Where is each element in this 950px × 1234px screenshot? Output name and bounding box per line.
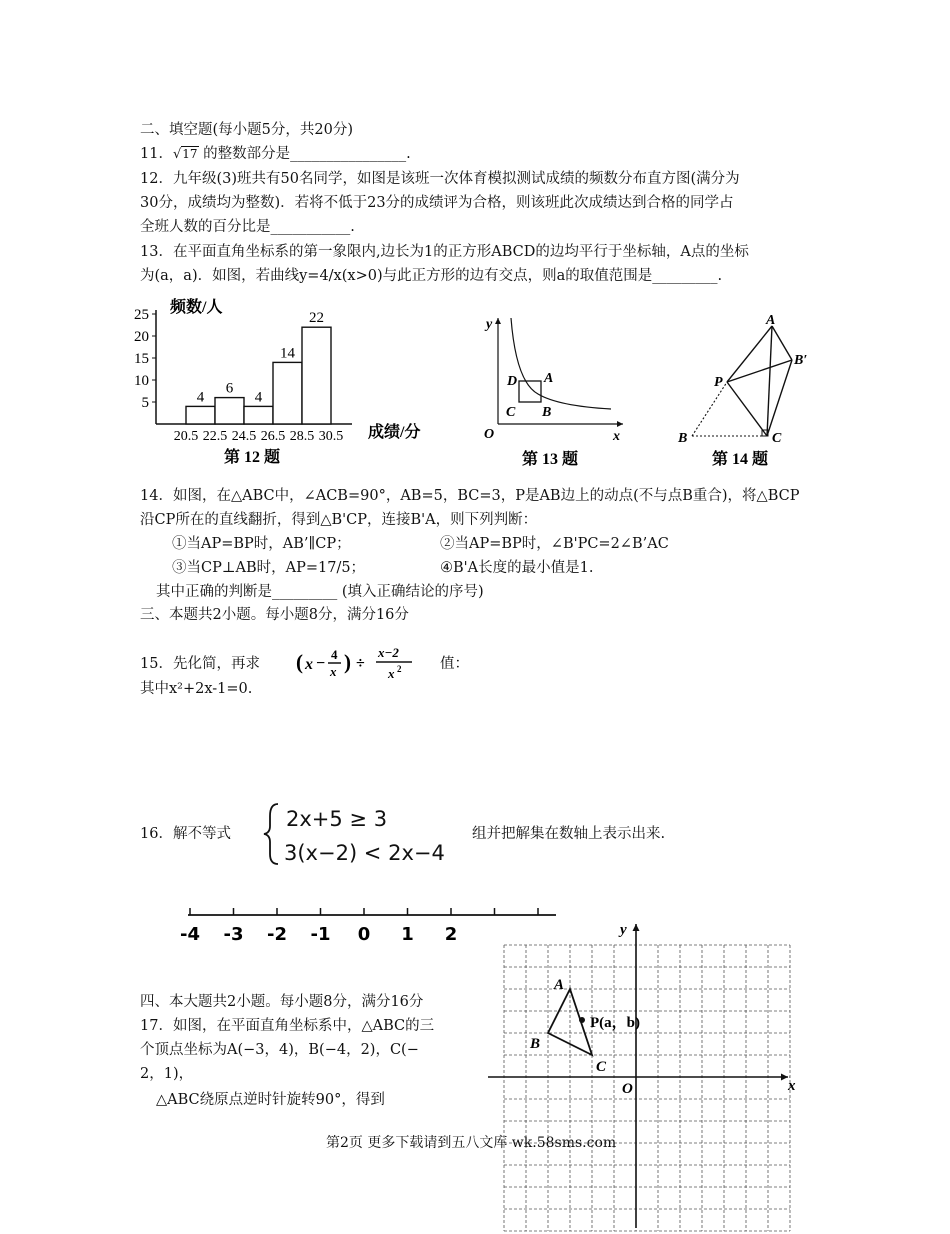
number-line-label: -1 xyxy=(310,924,331,945)
fig13-label-d: D xyxy=(507,374,518,389)
fig14-pb-prime xyxy=(727,360,792,382)
question-11 xyxy=(140,144,411,165)
section4-heading: 四、本大题共2小题。每小题8分，满分16分 xyxy=(140,994,424,1010)
fig14-ac xyxy=(767,326,772,436)
q12-line3: 全班人数的百分比是___________. xyxy=(140,219,355,235)
number-line-label: 2 xyxy=(444,924,458,945)
q16-inequality-1: 2x+5 ≥ 3 xyxy=(286,807,388,831)
fig13-label-a: A xyxy=(544,371,554,386)
hist-bar xyxy=(186,406,215,424)
fig14-pc xyxy=(727,382,767,436)
fig13-label-c: C xyxy=(506,405,516,420)
hist-ytick-label: 25 xyxy=(134,307,149,323)
hist-ytick-label: 20 xyxy=(134,329,149,345)
q11-radicand: 17 xyxy=(182,147,198,161)
number-line-label: 0 xyxy=(357,924,371,945)
q15-divide: ÷ xyxy=(356,655,365,672)
fig14-ap xyxy=(727,326,772,382)
q16-brace xyxy=(262,800,282,870)
q15-den1: x xyxy=(330,664,337,679)
hist-xtick-label: 20.5 xyxy=(173,429,199,444)
q15-right-paren: ) xyxy=(344,650,351,674)
q11-blank: ________________. xyxy=(290,146,411,162)
q11-text: 的整数部分是 xyxy=(203,146,291,162)
q17-line2: 个顶点坐标为A(−3，4)，B(−4，2)，C(− xyxy=(140,1042,419,1058)
q13-line1: 13．在平面直角坐标系的第一象限内,边长为1的正方形ABCD的边均平行于坐标轴，A点的坐标 xyxy=(140,244,749,260)
q14-option-1: ①当AP=BP时，AB’∥CP； xyxy=(172,536,351,552)
q15-den2-exponent: 2 xyxy=(397,664,402,674)
q15-suffix: 值： xyxy=(440,656,469,672)
hist-bar-label: 4 xyxy=(196,389,205,406)
fig13-y-label: y xyxy=(486,317,493,332)
q15-expression xyxy=(296,642,436,686)
hist-ytick-label: 15 xyxy=(134,351,149,367)
hist-bar xyxy=(302,327,331,424)
fig13-origin: O xyxy=(484,427,495,442)
q14-line2: 沿CP所在的直线翻折，得到△B'CP，连接B'A，则下列判断： xyxy=(140,512,538,528)
q14-option-2: ②当AP=BP时，∠B'PC=2∠B’AC xyxy=(440,536,669,552)
hist-bar-label: 4 xyxy=(254,389,263,406)
q17-line3: 2，1)， xyxy=(140,1066,194,1082)
q14-option-3: ③当CP⊥AB时，AP=17/5； xyxy=(172,560,366,576)
fig14-label-b: B xyxy=(678,431,688,446)
hist-xtick-label: 22.5 xyxy=(202,429,228,444)
hist-bar-label: 14 xyxy=(280,345,295,362)
sqrt-symbol: √ xyxy=(172,147,182,162)
q14-line1: 14．如图，在△ABC中，∠ACB=90°，AB=5，BC=3，P是AB边上的动点(不与点B重合)，将△BCP xyxy=(140,488,800,504)
fig14-bp-dotted xyxy=(692,382,727,436)
grid-label-c: C xyxy=(596,1059,607,1075)
grid-origin: O xyxy=(622,1081,633,1097)
hist-xtick-label: 24.5 xyxy=(231,429,257,444)
number-line-label: -3 xyxy=(223,924,244,945)
fig13-y-arrow xyxy=(495,318,501,324)
number-line-label: -4 xyxy=(180,924,200,945)
histogram-figure-12 xyxy=(132,294,432,469)
fig13-square xyxy=(519,381,541,402)
grid-y-label: y xyxy=(620,922,627,938)
q15-prefix: 15．先化简，再求 xyxy=(140,656,260,672)
page-footer: 第2页 更多下载请到五八文库 wk.58sms.com xyxy=(326,1135,617,1151)
fig14-ab-prime xyxy=(772,326,792,360)
figure-14 xyxy=(672,312,822,472)
q15-num1: 4 xyxy=(331,647,338,662)
hist-xtick-label: 26.5 xyxy=(260,429,286,444)
q15-num2: x−2 xyxy=(378,645,399,660)
fig13-caption: 第 13 题 xyxy=(522,451,579,468)
hist-xlabel: 成绩/分 xyxy=(368,424,421,441)
fig14-b-prime-c xyxy=(767,360,792,436)
hist-ytick-label: 10 xyxy=(134,373,149,389)
q15-den2: x xyxy=(388,666,395,681)
fig13-label-b: B xyxy=(542,405,552,420)
hist-caption: 第 12 题 xyxy=(224,449,281,466)
grid-label-p: P(a，b) xyxy=(590,1015,640,1031)
grid-y-arrow xyxy=(633,924,640,931)
q13-line2: 为(a，a)．如图，若曲线y=4/x(x>0)与此正方形的边有交点，则a的取值范围是_________. xyxy=(140,268,723,284)
figure-13 xyxy=(478,312,638,472)
hist-ylabel: 频数/人 xyxy=(170,299,223,316)
coordinate-grid xyxy=(488,914,818,1234)
number-line-label: 1 xyxy=(401,924,414,945)
fig14-label-a: A xyxy=(766,313,776,328)
hist-bar-label: 22 xyxy=(309,310,324,327)
q16-prefix: 16．解不等式 xyxy=(140,826,231,842)
fig14-caption: 第 14 题 xyxy=(712,451,769,468)
fig13-curve xyxy=(511,318,611,409)
point-p xyxy=(579,1017,585,1023)
q12-line1: 12．九年级(3)班共有50名同学，如图是该班一次体育模拟测试成绩的频数分布直方图(满分为 xyxy=(140,171,740,187)
hist-bar-label: 6 xyxy=(225,380,234,397)
q14-line5: 其中正确的判断是_________ (填入正确结论的序号) xyxy=(156,584,484,600)
q15-line2: 其中x²+2x-1=0. xyxy=(140,681,253,697)
grid-label-b: B xyxy=(530,1036,541,1052)
q16-suffix: 组并把解集在数轴上表示出来. xyxy=(472,826,666,842)
q14-option-4: ④B'A长度的最小值是1. xyxy=(440,560,594,576)
grid-x-label: x xyxy=(788,1078,796,1094)
q15-left-paren: ( xyxy=(296,650,303,674)
hist-xtick-label: 30.5 xyxy=(318,429,344,444)
number-line-label: -2 xyxy=(267,924,287,945)
q12-line2: 30分，成绩均为整数)．若将不低于23分的成绩评为合格，则该班此次成绩达到合格的同学占 xyxy=(140,195,734,211)
grid-x-arrow xyxy=(781,1074,788,1081)
hist-bar xyxy=(273,362,302,424)
section2-heading: 二、填空题(每小题5分，共20分) xyxy=(140,122,353,138)
hist-xtick-label: 28.5 xyxy=(289,429,315,444)
grid-label-a: A xyxy=(554,977,565,993)
q17-line4: △ABC绕原点逆时针旋转90°，得到 xyxy=(156,1092,385,1108)
section3-heading: 三、本题共2小题。每小题8分，满分16分 xyxy=(140,607,409,623)
hist-ytick-label: 5 xyxy=(141,395,149,411)
fig14-label-p: P xyxy=(714,375,723,390)
hist-bar xyxy=(215,398,244,424)
q11-prefix: 11． xyxy=(140,146,173,162)
q15-minus: − xyxy=(316,655,326,672)
hist-bar xyxy=(244,406,273,424)
fig13-x-arrow xyxy=(617,421,623,427)
q15-x: x xyxy=(305,656,313,673)
q17-line1: 17．如图，在平面直角坐标系中，△ABC的三 xyxy=(140,1018,435,1034)
fig13-x-label: x xyxy=(613,429,620,444)
q16-inequality-2: 3(x−2) < 2x−4 xyxy=(284,841,445,865)
fig14-label-b-prime: B′ xyxy=(794,353,808,368)
fig14-label-c: C xyxy=(772,431,782,446)
